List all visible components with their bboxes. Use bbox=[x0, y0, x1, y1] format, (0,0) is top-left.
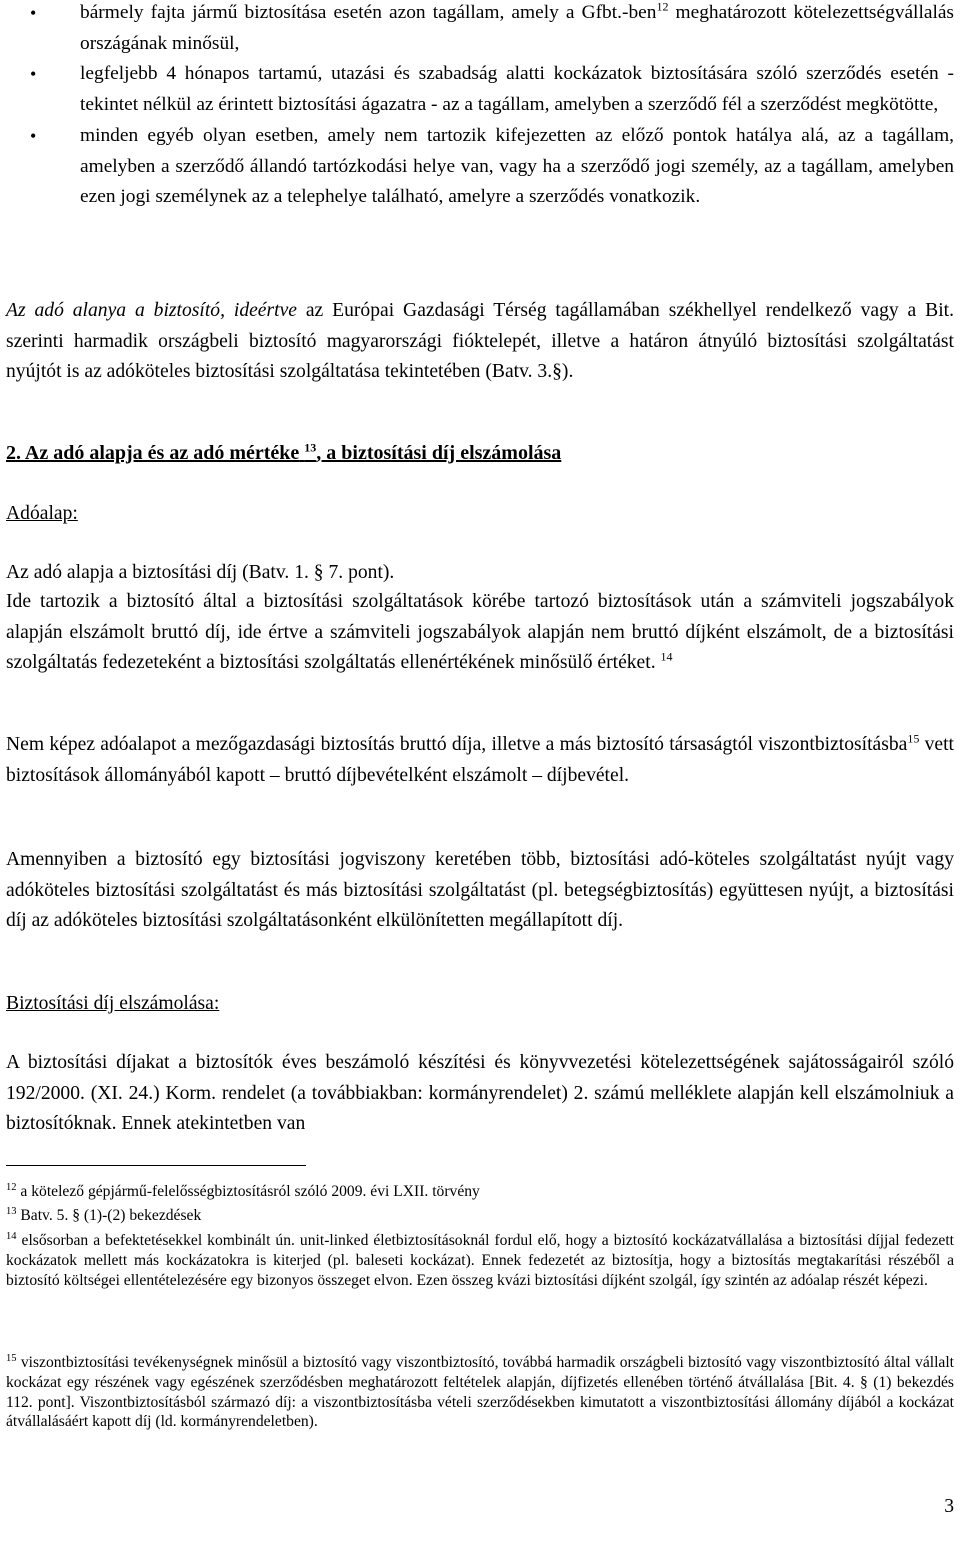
footnote-12: $^{12}$ a kötelező gépjármű-felelősségbiztosításról szóló 2009. évi LXII. törvény bbox=[6, 1181, 480, 1200]
bullet-icon: • bbox=[30, 3, 37, 23]
paragraph-dijak: A biztosítási díjakat a biztosítók éves beszámoló készítési és könyvvezetési kötelezettségének sajátosságairól szóló 192/2000. (XI. 24.) Korm. rendelet (a továbbiakban: kormányrendelet) 2. számú melléklete alapján kell elszámolniuk a biztosítóknak. Ennek atekintetben van bbox=[6, 1052, 954, 1135]
bullet-item: • bármely fajta jármű biztosítása esetén azon tagállam, amely a Gfbt.-ben$^{12}$ meghatározott kötelezettségvállalás országának minősül, bbox=[30, 0, 954, 54]
footnote-ref: 13 bbox=[304, 440, 317, 455]
paragraph-amennyiben: Amennyiben a biztosító egy biztosítási jogviszony keretében több, biztosítási adó-köteles szolgáltatást nyújt vagy adóköteles biztosítási szolgáltatást és más biztosítási szolgáltatást (pl. betegségbiztosítás) együttesen nyújt, a biztosítási díj az adóköteles biztosítási szolgáltatásonként elkülönítetten megállapított díj. bbox=[6, 849, 954, 932]
bullet-list bbox=[0, 0, 960, 213]
footnote-divider bbox=[6, 1165, 306, 1166]
bullet-item: • minden egyéb olyan esetben, amely nem tartozik kifejezetten az előző pontok hatálya alá, az a tagállam, amelyben a szerződő állandó tartózkodási helye van, vagy ha a szerződő jogi személy, az a tagállam, amelyben ezen jogi személynek az a telephelye található, amelyre a szerződés vonatkozik. bbox=[0, 121, 960, 213]
paragraph-subject: Az adó alanya a biztosító, ideértve az Európai Gazdasági Térség tagállamában székhellyel rendelkező vagy a Bit. szerinti harmadik országbeli biztosító magyarországi fióktelepét, illetve a határon átnyúló biztosítási szolgáltatást nyújtót is az adóköteles biztosítási szolgáltatása tekintetében (Batv. 3.§). bbox=[6, 300, 954, 383]
bullet-icon: • bbox=[30, 125, 37, 146]
paragraph-adoalap: Az adó alapja a biztosítási díj (Batv. 1. § 7. pont). bbox=[6, 562, 395, 583]
footnote-ref: 14 bbox=[660, 649, 673, 664]
subheading-dij: Biztosítási díj elszámolása: bbox=[6, 993, 220, 1014]
bullet-icon: • bbox=[30, 64, 37, 85]
bullet-item: • legfeljebb 4 hónapos tartamú, utazási és szabadság alatti kockázatok biztosítására szóló szerződés esetén - tekintet nélkül az érintett biztosítási ágazatra - az a tagállam, amelyben a szerződő fél a szerződést megkötötte, bbox=[0, 59, 960, 120]
footnote-15: $^{15}$ viszontbiztosítási tevékenységnek minősül a biztosító vagy viszontbiztosító, továbbá harmadik országbeli biztosító vagy viszontbiztosító által vállalt kockázat egy részének vagy egészének szerződésben meghatározott feltételek alapján, díjfizetés ellenében történő átvállalása [Bit. 4. § (1) bekezdés 112. pont]. Viszontbiztosításból származó díj: a viszontbiztosításba vételi szerződésekben kimutatott a viszontbiztosítási állomány díjából a kockázat átvállalásáért kapott díj (ld. kormányrendeletben). bbox=[6, 1352, 954, 1431]
page-number: 3 bbox=[944, 1496, 954, 1517]
subheading-adoalap: Adóalap: bbox=[6, 503, 78, 524]
footnote-ref: 12 bbox=[656, 0, 669, 14]
footnote-14: $^{14}$ elsősorban a befektetésekkel kombinált ún. unit-linked életbiztosításoknál fordul elő, hogy a biztosító kockázatvállalása a biztosítási díjjal fedezett kockázatok mellett más kockázatokra is kiterjed (pl. baleseti kockázat). Ennek fedezetét az biztosítja, hogy a biztosítás megtakarítási részéből a biztosító költségei ellentételezésére egy bizonyos összeget elvon. Ezen összeg kvázi biztosítási díjként szolgál, így szintén az adóalap részét képezi. bbox=[6, 1230, 954, 1289]
footnote-13: $^{13}$ Batv. 5. § (1)-(2) bekezdések bbox=[6, 1205, 202, 1224]
footnote-ref: 15 bbox=[907, 731, 920, 746]
paragraph-nem: Nem képez adóalapot a mezőgazdasági biztosítás bruttó díja, illetve a más biztosító társaságtól viszontbiztosításba$^{15}$ vett biztosítások állományából kapott – bruttó díjbevételként elszámolt – díjbevétel. bbox=[6, 731, 954, 786]
section-heading: 2. Az adó alapja és az adó mértéke $^{13}$, a biztosítási díj elszámolása bbox=[6, 440, 562, 464]
paragraph-ide: Ide tartozik a biztosító által a biztosítási szolgáltatások körébe tartozó biztosítások után a számviteli jogszabályok alapján elszámolt bruttó díj, ide értve a számviteli jogszabályok alapján nem bruttó díjként elszámolt, de a biztosítási szolgáltatás fedezeteként a biztosítási szolgáltatás ellenértékének minősülő értéket. $^{14}$ bbox=[6, 591, 954, 674]
